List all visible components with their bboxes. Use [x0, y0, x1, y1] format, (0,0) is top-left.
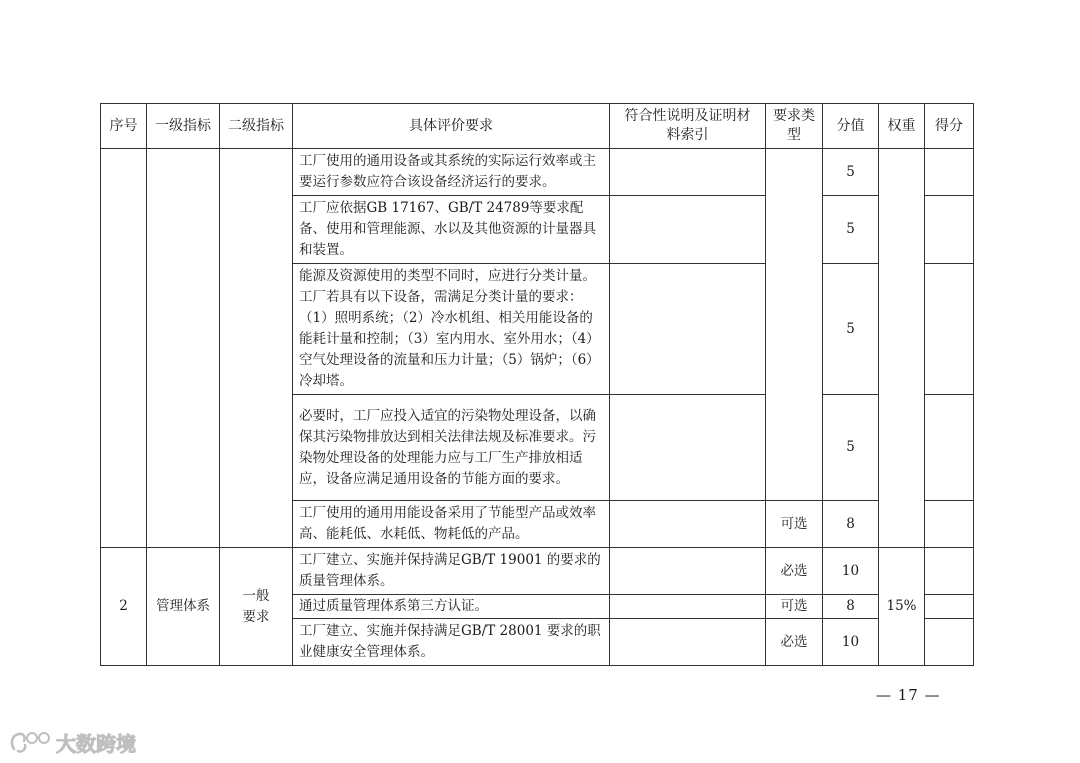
header-row — [101, 104, 974, 149]
requirement-cell: 工厂使用的通用设备或其系统的实际运行效率或主要运行参数应符合该设备经济运行的要求。 — [293, 149, 610, 196]
score-cell: 5 — [823, 196, 879, 264]
header-level2: 二级指标 — [220, 104, 293, 149]
header-score: 分值 — [823, 104, 879, 149]
score-cell: 10 — [823, 619, 879, 666]
obtained-cell — [925, 395, 974, 501]
weight-cell — [879, 149, 925, 548]
score-cell: 8 — [823, 501, 879, 548]
req-type-cell: 可选 — [766, 595, 823, 619]
score-cell: 10 — [823, 548, 879, 595]
header-evidence: 符合性说明及证明材料索引 — [610, 104, 766, 149]
requirement-cell: 通过质量管理体系第三方认证。 — [293, 595, 610, 619]
weight-cell: 15% — [879, 548, 925, 666]
evidence-cell — [610, 196, 766, 264]
seq-cell — [101, 149, 147, 548]
watermark — [8, 727, 136, 757]
evidence-cell — [610, 548, 766, 595]
requirement-cell: 工厂建立、实施并保持满足GB/T 28001 要求的职业健康安全管理体系。 — [293, 619, 610, 666]
obtained-cell — [925, 619, 974, 666]
level2-cell — [220, 149, 293, 548]
watermark-text: 大数跨境 — [56, 731, 136, 756]
requirement-cell: 必要时，工厂应投入适宜的污染物处理设备，以确保其污染物排放达到相关法律法规及标准要求。污染物处理设备的处理能力应与工厂生产排放相适应，设备应满足通用设备的节能方面的要求。 — [293, 395, 610, 501]
evidence-cell — [610, 619, 766, 666]
header-seq: 序号 — [101, 104, 147, 149]
obtained-cell — [925, 149, 974, 196]
requirement-cell: 工厂建立、实施并保持满足GB/T 19001 的要求的质量管理体系。 — [293, 548, 610, 595]
level1-cell: 管理体系 — [147, 548, 220, 666]
header-req-type: 要求类型 — [766, 104, 823, 149]
obtained-cell — [925, 548, 974, 595]
table-row — [101, 149, 974, 196]
page-number: — 17 — — [876, 686, 941, 704]
req-type-cell: 可选 — [766, 501, 823, 548]
evidence-cell — [610, 595, 766, 619]
header-weight: 权重 — [879, 104, 925, 149]
score-cell: 8 — [823, 595, 879, 619]
requirement-cell: 工厂使用的通用用能设备采用了节能型产品或效率高、能耗低、水耗低、物耗低的产品。 — [293, 501, 610, 548]
level1-cell — [147, 149, 220, 548]
requirement-cell: 能源及资源使用的类型不同时，应进行分类计量。工厂若具有以下设备，需满足分类计量的要求：（1）照明系统；（2）冷水机组、相关用能设备的能耗计量和控制；（3）室内用水、室外用水；（4）空气处理设备的流量和压力计量；（5）锅炉；（6）冷却塔。 — [293, 264, 610, 395]
obtained-cell — [925, 595, 974, 619]
score-cell: 5 — [823, 395, 879, 501]
evidence-cell — [610, 395, 766, 501]
obtained-cell — [925, 196, 974, 264]
header-requirement: 具体评价要求 — [293, 104, 610, 149]
evidence-cell — [610, 264, 766, 395]
evaluation-table — [100, 103, 974, 666]
obtained-cell — [925, 264, 974, 395]
req-type-cell — [766, 149, 823, 501]
evidence-cell — [610, 501, 766, 548]
level2-cell: 一般要求 — [220, 548, 293, 666]
seq-cell: 2 — [101, 548, 147, 666]
req-type-cell: 必选 — [766, 548, 823, 595]
header-level1: 一级指标 — [147, 104, 220, 149]
evidence-cell — [610, 149, 766, 196]
obtained-cell — [925, 501, 974, 548]
header-obtained: 得分 — [925, 104, 974, 149]
watermark-logo-icon — [8, 729, 52, 755]
req-type-cell: 必选 — [766, 619, 823, 666]
requirement-cell: 工厂应依据GB 17167、GB/T 24789等要求配备、使用和管理能源、水以及其他资源的计量器具和装置。 — [293, 196, 610, 264]
score-cell: 5 — [823, 149, 879, 196]
score-cell: 5 — [823, 264, 879, 395]
table-row — [101, 548, 974, 595]
